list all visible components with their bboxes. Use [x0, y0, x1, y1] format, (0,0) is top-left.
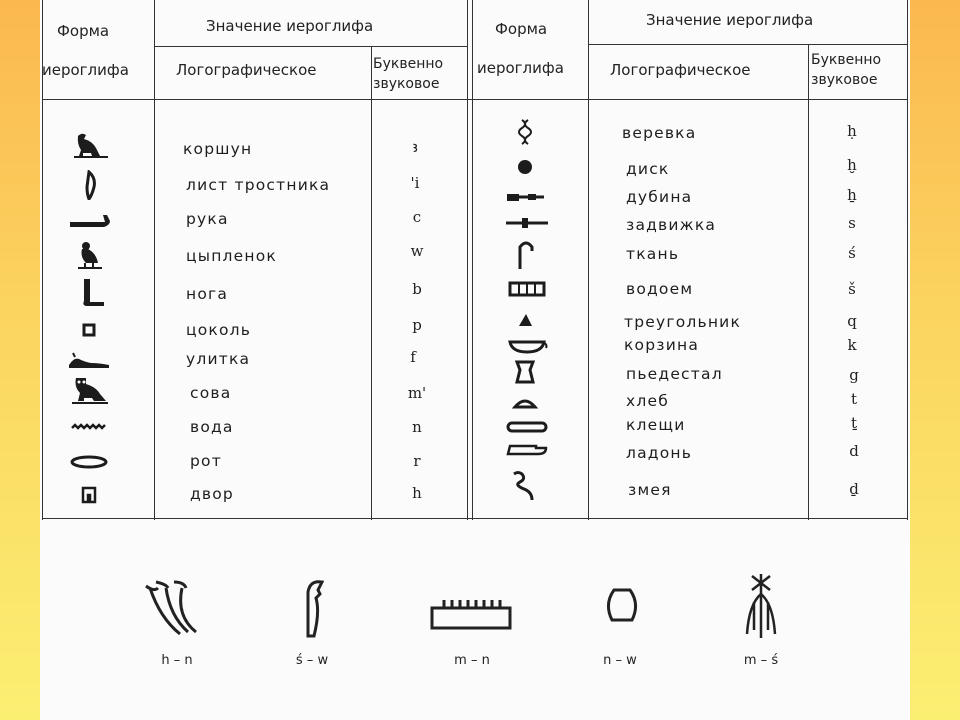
header-form-label-2: иероглифа [42, 61, 129, 79]
sound-chick: w [410, 242, 424, 260]
quail-chick-glyph-icon [64, 240, 114, 270]
sound-arm: c [412, 208, 422, 226]
word-courtyard: двор [190, 485, 234, 503]
sound-stool: p [412, 316, 422, 334]
horned-viper-glyph-icon [66, 345, 116, 375]
foot-glyph-icon [64, 278, 114, 308]
column-divider-form-meaning-right [588, 0, 589, 520]
word-pool: водоем [626, 280, 694, 298]
word-viper: улитка [186, 350, 251, 368]
sound-owl: m' [407, 384, 427, 402]
stool-glyph-icon [64, 315, 114, 345]
table-border-right [907, 0, 908, 520]
sound-foot: b [412, 280, 422, 298]
header-phonetic-label: Буквенно [373, 56, 444, 72]
cobra-glyph-icon [500, 470, 550, 500]
word-reed-leaf: лист тростника [186, 176, 331, 194]
word-owl: сова [190, 384, 232, 402]
sound-triangle: q [847, 312, 857, 330]
caption-h-n: h – n [161, 653, 193, 668]
caption-n-w: n – w [603, 653, 637, 668]
water-glyph-icon [64, 413, 114, 443]
pedestal-glyph-icon [500, 358, 550, 388]
sound-rope: ḥ [847, 122, 857, 140]
feather-glyph-icon [296, 578, 336, 642]
hand-glyph-icon [502, 438, 552, 468]
basket-glyph-icon [502, 330, 552, 360]
door-bolt-glyph-icon [502, 208, 552, 238]
column-divider-logo-phon-left [371, 46, 372, 520]
sound-tongs: ṯ [850, 414, 858, 432]
word-stool: цоколь [186, 321, 252, 339]
vulture-glyph-icon [64, 130, 114, 160]
sound-mouth: r [413, 452, 421, 470]
word-arm: рука [186, 210, 229, 228]
word-pedestal: пьедестал [626, 365, 723, 383]
word-chick: цыпленок [186, 247, 277, 265]
word-hand: ладонь [626, 444, 693, 462]
bundle-glyph-icon [734, 572, 788, 640]
header-subdivider-right [588, 44, 908, 45]
column-divider-center [467, 0, 468, 520]
word-club: дубина [626, 188, 693, 206]
courtyard-glyph-icon [64, 478, 114, 508]
arm-glyph-icon [66, 205, 116, 235]
sound-basket: k [847, 336, 857, 354]
word-bolt: задвижка [626, 216, 717, 234]
sound-vulture: ꜣ [412, 138, 418, 156]
header-bottom-border [42, 99, 908, 100]
sound-bolt: s [848, 214, 856, 232]
column-divider-form-meaning-left [154, 0, 155, 520]
disk-glyph-icon [500, 152, 550, 182]
column-divider-center-2 [472, 0, 473, 520]
header-phonetic-label-right: Буквенно [811, 52, 882, 68]
header-logographic-label-right: Логографическое [610, 61, 751, 79]
gaming-board-glyph-icon [428, 596, 518, 636]
sound-pool: š [848, 280, 856, 298]
sound-cloth: ś [848, 244, 856, 262]
word-vulture: коршун [183, 140, 253, 158]
caption-m-s: m – ś [743, 653, 779, 668]
column-divider-logo-phon-right [808, 44, 809, 520]
rope-glyph-icon [500, 118, 550, 148]
word-water: вода [190, 418, 234, 436]
sound-cobra: ḏ [849, 480, 859, 498]
reed-leaf-glyph-icon [64, 170, 114, 200]
sound-reed-leaf: 'i [410, 174, 420, 192]
header-form-label: Форма [57, 22, 110, 40]
header-form-label-2-right: иероглифа [477, 59, 564, 77]
caption-m-n: m – n [454, 653, 490, 668]
sound-viper: f [410, 348, 416, 366]
header-phonetic-label-2-right: звуковое [811, 72, 878, 88]
pot-glyph-icon [602, 584, 642, 628]
sound-disk: ḫ [847, 156, 857, 174]
header-logographic-label: Логографическое [176, 61, 317, 79]
word-bread: хлеб [626, 392, 669, 410]
sound-courtyard: h [412, 484, 422, 502]
header-phonetic-label-2: звуковое [373, 76, 440, 92]
owl-glyph-icon [64, 375, 114, 405]
header-form-label-right: Форма [495, 20, 548, 38]
scanned-page [40, 0, 910, 720]
word-mouth: рот [190, 452, 222, 470]
word-disk: диск [626, 160, 670, 178]
header-meaning-label: Значение иероглифа [206, 17, 374, 35]
sound-water: n [412, 418, 422, 436]
word-cobra: змея [628, 481, 672, 499]
word-basket: корзина [624, 336, 700, 354]
word-rope: веревка [622, 124, 697, 142]
lotus-plants-glyph-icon [138, 578, 208, 642]
word-cloth: ткань [626, 245, 680, 263]
word-tongs: клещи [626, 416, 686, 434]
folded-cloth-glyph-icon [500, 240, 550, 270]
pool-glyph-icon [502, 274, 552, 304]
sound-hand: d [849, 442, 859, 460]
word-foot: нога [186, 285, 229, 303]
word-triangle: треугольник [624, 313, 742, 331]
sound-bread: t [850, 390, 858, 408]
header-meaning-label-right: Значение иероглифа [646, 11, 814, 29]
sound-club: ẖ [847, 186, 857, 204]
header-subdivider-left [154, 46, 467, 47]
caption-s-w: ś – w [295, 653, 329, 668]
table-bottom-border [42, 518, 908, 519]
mouth-glyph-icon [64, 447, 114, 477]
sound-pedestal: g [849, 366, 859, 384]
